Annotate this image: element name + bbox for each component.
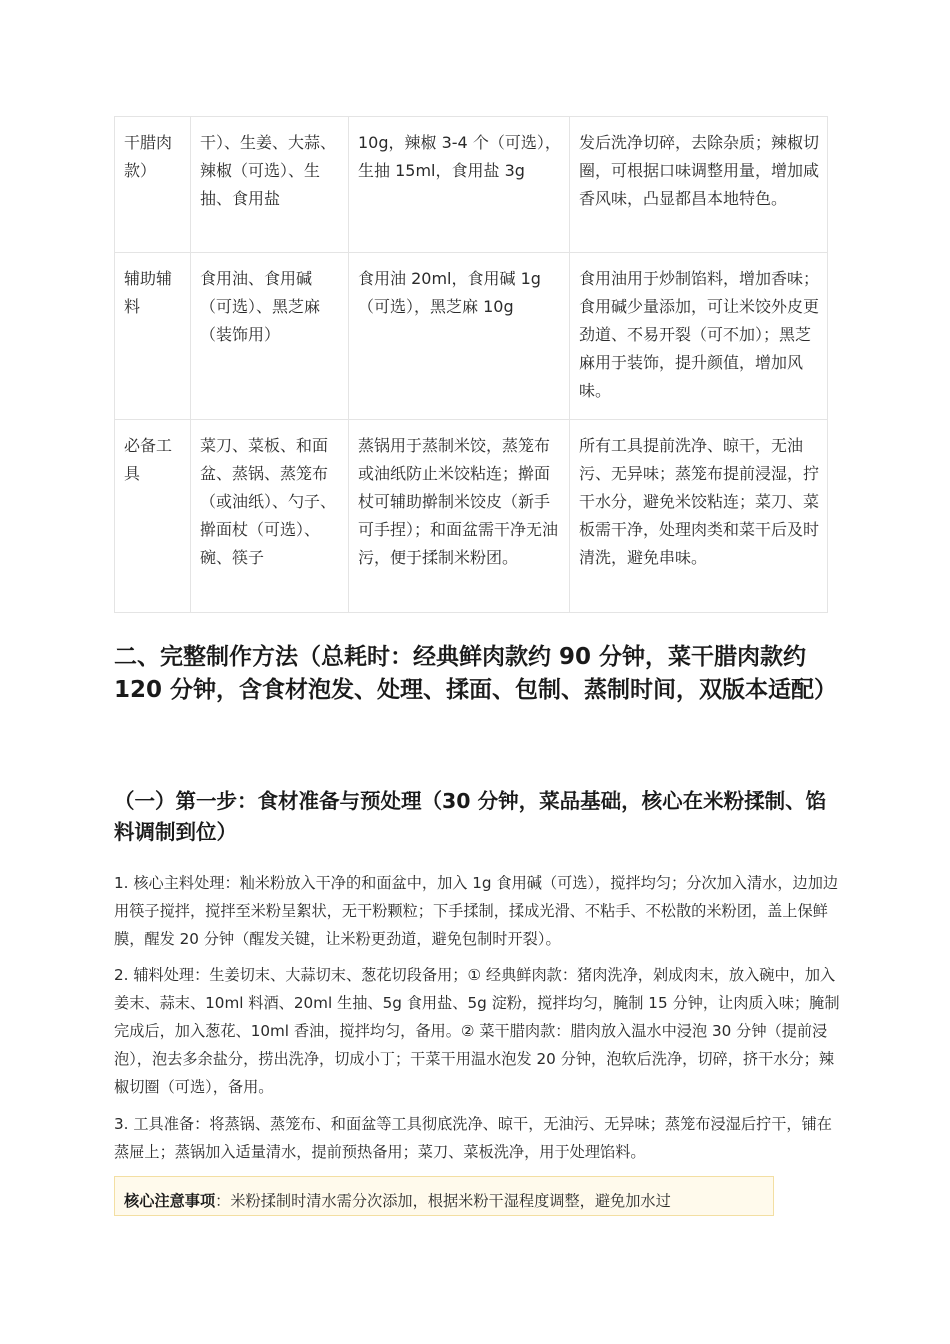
table-cell-items: 干）、生姜、大蒜、辣椒（可选）、生抽、食用盐 xyxy=(191,117,349,253)
table-row xyxy=(115,253,828,420)
table-cell-category: 干腊肉款） xyxy=(115,117,191,253)
table-row xyxy=(115,117,828,253)
ingredients-table xyxy=(114,116,828,613)
step-item: 3. 工具准备：将蒸锅、蒸笼布、和面盆等工具彻底洗净、晾干，无油污、无异味；蒸笼布浸湿后拧干，铺在蒸屉上；蒸锅加入适量清水，提前预热备用；菜刀、菜板洗净，用于处理馅料。 xyxy=(114,1115,832,1161)
table-cell-amount: 食用油 20ml，食用碱 1g（可选），黑芝麻 10g xyxy=(349,253,570,420)
step-heading: （一）第一步：食材准备与预处理（30 分钟，菜品基础，核心在米粉揉制、馅料调制到位） xyxy=(114,789,827,844)
step-item: 2. 辅料处理：生姜切末、大蒜切末、葱花切段备用；① 经典鲜肉款：猪肉洗净，剁成肉末，放入碗中，加入姜末、蒜末、10ml 料酒、20ml 生抽、5g 食用盐、5g 淀粉，搅拌均匀，腌制 15 分钟，让肉质入味；腌制完成后，加入葱花、10ml 香油，搅拌均匀，备用。② 菜干腊肉款：腊肉放入温水中浸泡 30 分钟（提前浸泡），泡去多余盐分，捞出洗净，切成小丁；干菜干用温水泡发 20 分钟，泡软后洗净，切碎，挤干水分；辣椒切圈（可选），备用。 xyxy=(114,966,840,1096)
table-cell-category: 必备工具 xyxy=(115,420,191,613)
table-cell-amount: 10g，辣椒 3-4 个（可选），生抽 15ml，食用盐 3g xyxy=(349,117,570,253)
table-cell-category: 辅助辅料 xyxy=(115,253,191,420)
table-cell-amount: 蒸锅用于蒸制米饺，蒸笼布或油纸防止米饺粘连；擀面杖可辅助擀制米饺皮（新手可手捏）；和面盆需干净无油污，便于揉制米粉团。 xyxy=(349,420,570,613)
step-item: 1. 核心主料处理：籼米粉放入干净的和面盆中，加入 1g 食用碱（可选），搅拌均匀；分次加入清水，边加边用筷子搅拌，搅拌至米粉呈絮状，无干粉颗粒；下手揉制，揉成光滑、不粘手、不松散的米粉团，盖上保鲜膜，醒发 20 分钟（醒发关键，让米粉更劲道，避免包制时开裂）。 xyxy=(114,874,839,948)
table-row xyxy=(115,420,828,613)
section-heading: 二、完整制作方法（总耗时：经典鲜肉款约 90 分钟，菜干腊肉款约 120 分钟，含食材泡发、处理、揉面、包制、蒸制时间，双版本适配） xyxy=(114,644,838,703)
table-cell-notes: 食用油用于炒制馅料，增加香味；食用碱少量添加，可让米饺外皮更劲道、不易开裂（可不加）；黑芝麻用于装饰，提升颜值，增加风味。 xyxy=(570,253,828,420)
table-cell-notes: 所有工具提前洗净、晾干，无油污、无异味；蒸笼布提前浸湿，拧干水分，避免米饺粘连；菜刀、菜板需干净，处理肉类和菜干后及时清洗，避免串味。 xyxy=(570,420,828,613)
note-callout xyxy=(114,1176,774,1216)
note-label: 核心注意事项 xyxy=(124,1192,216,1210)
note-text: ：米粉揉制时清水需分次添加，根据米粉干湿程度调整，避免加水过 xyxy=(215,1192,671,1210)
table-cell-notes: 发后洗净切碎，去除杂质；辣椒切圈，可根据口味调整用量，增加咸香风味，凸显都昌本地特色。 xyxy=(570,117,828,253)
table-cell-items: 食用油、食用碱（可选）、黑芝麻（装饰用） xyxy=(191,253,349,420)
table-cell-items: 菜刀、菜板、和面盆、蒸锅、蒸笼布（或油纸）、勺子、擀面杖（可选）、碗、筷子 xyxy=(191,420,349,613)
